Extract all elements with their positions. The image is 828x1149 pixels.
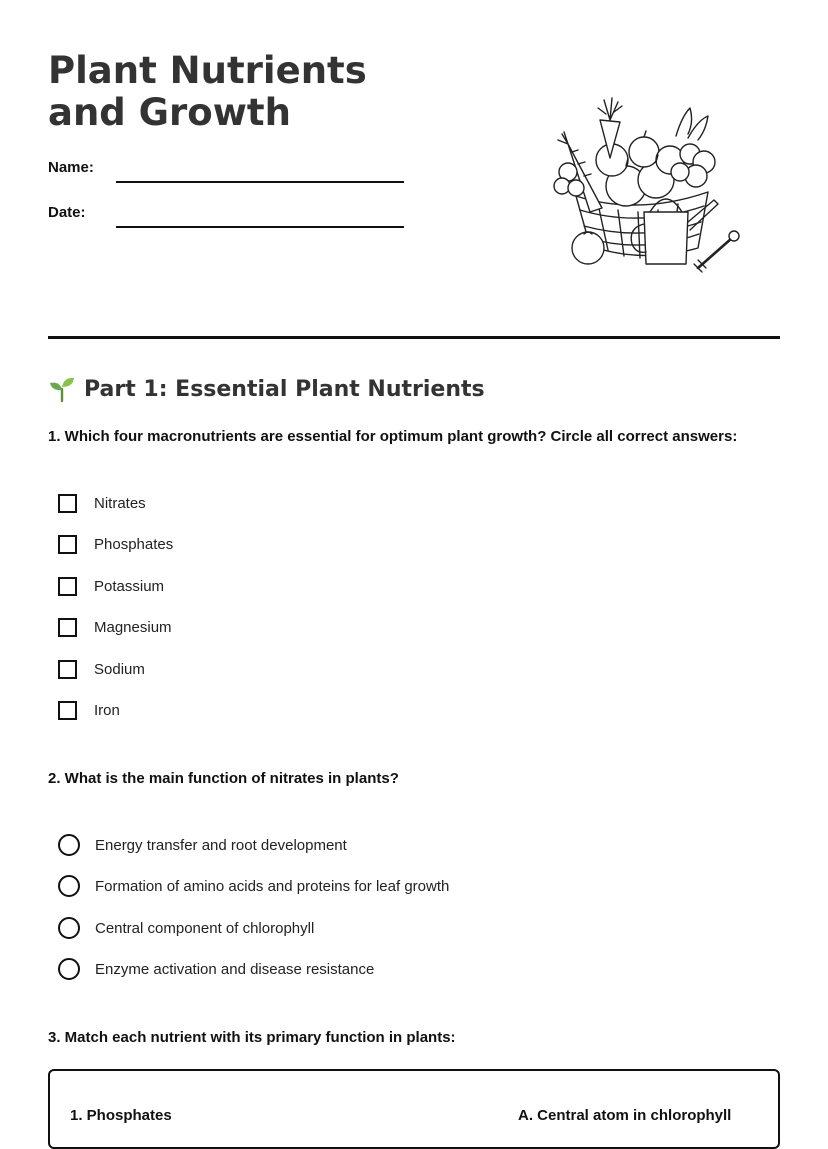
match-left-item: 1. Phosphates [70, 1107, 172, 1124]
q1-option[interactable] [58, 532, 173, 556]
option-label: Central component of chlorophyll [95, 919, 315, 937]
q1-option[interactable] [58, 698, 120, 722]
radio-button[interactable] [58, 917, 80, 939]
question-2: 2. What is the main function of nitrates in plants? [48, 770, 399, 787]
radio-button[interactable] [58, 958, 80, 980]
section-title-part1 [48, 374, 485, 404]
matching-box [48, 1069, 780, 1149]
option-label: Sodium [94, 660, 145, 678]
checkbox[interactable] [58, 701, 77, 720]
match-right-item: A. Central atom in chlorophyll [518, 1107, 732, 1124]
q2-option[interactable] [58, 833, 347, 857]
section-divider [48, 336, 780, 339]
q1-option[interactable] [58, 574, 164, 598]
question-3: 3. Match each nutrient with its primary function in plants: [48, 1029, 456, 1046]
option-label: Formation of amino acids and proteins for leaf growth [95, 877, 450, 895]
q2-option[interactable] [58, 874, 449, 898]
q2-option[interactable] [58, 916, 314, 940]
section-title-text: Part 1: Essential Plant Nutrients [84, 376, 485, 402]
seedling-icon [48, 375, 76, 403]
option-label: Enzyme activation and disease resistance [95, 960, 375, 978]
name-field[interactable] [116, 181, 404, 183]
option-label: Magnesium [94, 618, 172, 636]
q2-option[interactable] [58, 957, 374, 981]
checkbox[interactable] [58, 618, 77, 637]
date-field[interactable] [116, 226, 404, 228]
radio-button[interactable] [58, 834, 80, 856]
name-label: Name: [48, 159, 94, 176]
q1-option[interactable] [58, 657, 145, 681]
checkbox[interactable] [58, 494, 77, 513]
checkbox[interactable] [58, 577, 77, 596]
checkbox[interactable] [58, 660, 77, 679]
radio-button[interactable] [58, 875, 80, 897]
question-1: 1. Which four macronutrients are essential for optimum plant growth? Circle all correct answers: [48, 428, 738, 445]
page-title: Plant Nutrients and Growth [48, 49, 367, 134]
option-label: Iron [94, 701, 120, 719]
q1-option[interactable] [58, 615, 172, 639]
option-label: Potassium [94, 577, 165, 595]
option-label: Nitrates [94, 494, 146, 512]
option-label: Energy transfer and root development [95, 836, 347, 854]
option-label: Phosphates [94, 535, 174, 553]
date-label: Date: [48, 204, 86, 221]
q1-option[interactable] [58, 491, 146, 515]
vegetable-basket-illustration [548, 88, 744, 278]
checkbox[interactable] [58, 535, 77, 554]
